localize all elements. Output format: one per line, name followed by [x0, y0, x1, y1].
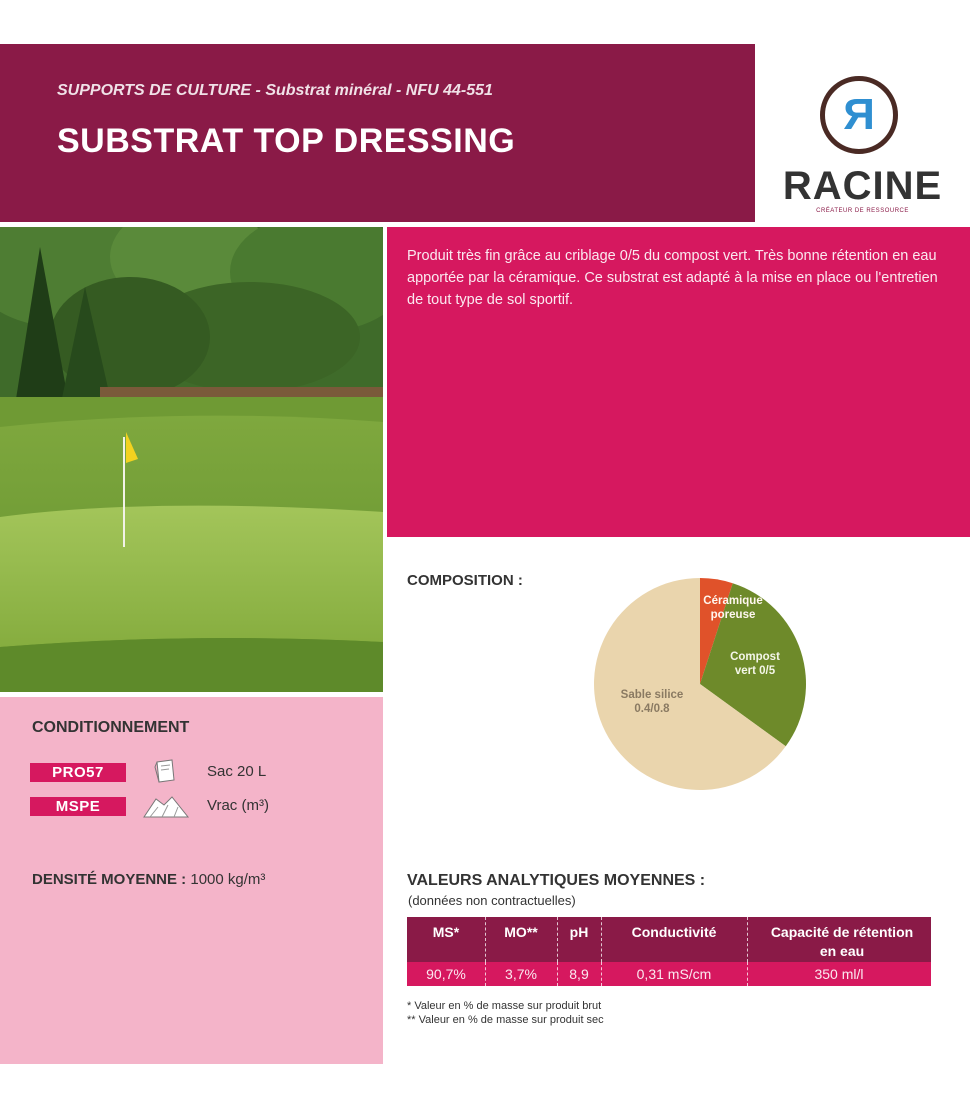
density-value: 1000 kg/m³ — [190, 871, 266, 888]
composition-title: COMPOSITION : — [407, 572, 523, 589]
bulk-pile-icon — [142, 793, 190, 819]
header-mo: MO** — [504, 924, 538, 940]
product-category: SUPPORTS DE CULTURE - Substrat minéral - NFU 44-551 — [57, 82, 493, 99]
golf-course-photo — [0, 227, 383, 692]
footnote-ms: * Valeur en % de masse sur produit brut — [407, 1000, 602, 1012]
header-ms: MS* — [432, 924, 460, 940]
logo-ring-icon — [820, 76, 898, 154]
package-label-bulk: Vrac (m³) — [207, 797, 269, 814]
bag-icon — [152, 758, 178, 784]
header-conductivity: Conductivité — [631, 924, 717, 940]
value-conductivity: 0,31 mS/cm — [636, 966, 712, 982]
density-label: DENSITÉ MOYENNE : — [32, 871, 187, 888]
product-description-panel — [387, 227, 970, 537]
value-mo: 3,7% — [505, 966, 537, 982]
brand-name: RACINE — [782, 164, 943, 208]
average-density — [32, 871, 265, 888]
analytics-value-row — [407, 962, 931, 986]
value-retention: 350 ml/l — [814, 966, 864, 982]
pie-label-0: Céramique poreuse — [703, 595, 763, 621]
package-code-bag: PRO57 — [30, 763, 126, 782]
package-label-bag: Sac 20 L — [207, 763, 267, 780]
packaging-title: CONDITIONNEMENT — [32, 719, 190, 736]
brand-tagline: CRÉATEUR DE RESSOURCE — [816, 208, 909, 214]
pie-label-1: Compost vert 0/5 — [730, 651, 780, 677]
value-ph: 8,9 — [569, 966, 589, 982]
header-retention: Capacité de rétention en eau — [770, 924, 914, 959]
header-ph: pH — [569, 924, 589, 940]
header-banner — [0, 44, 755, 222]
logo-letter: R — [843, 90, 875, 139]
package-code-bulk: MSPE — [30, 797, 126, 816]
footnote-mo: ** Valeur en % de masse sur produit sec — [407, 1014, 604, 1026]
product-description: Produit très fin grâce au criblage 0/5 du compost vert. Très bonne rétention en eau apportée par la céramique. Ce substrat est adapté à la mise en place ou l'entretien de tout type de sol sportif. — [407, 248, 938, 308]
composition-pie-chart — [590, 574, 810, 794]
packaging-panel — [0, 697, 383, 1064]
brand-logo — [755, 44, 970, 222]
value-ms: 90,7% — [426, 966, 466, 982]
pie-label-2: Sable silice 0.4/0.8 — [620, 689, 684, 715]
analytics-title: VALEURS ANALYTIQUES MOYENNES : — [407, 872, 706, 889]
product-title: SUBSTRAT TOP DRESSING — [57, 122, 516, 160]
analytics-subtitle: (données non contractuelles) — [408, 893, 576, 908]
analytics-header-row — [407, 917, 931, 962]
